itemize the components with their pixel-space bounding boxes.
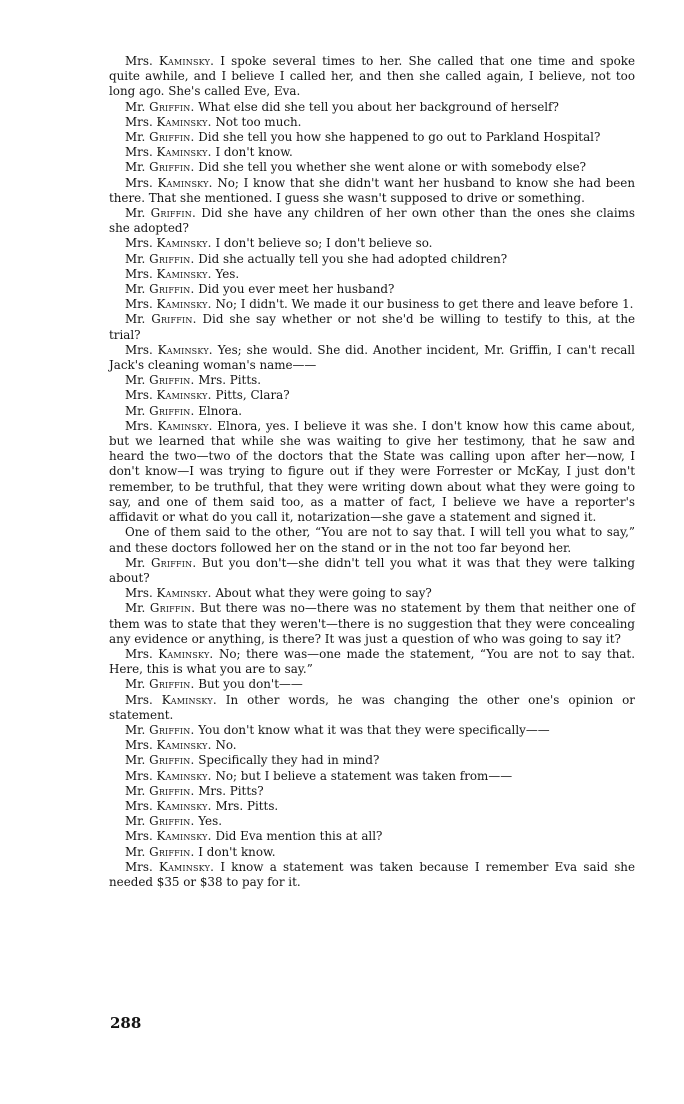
paragraph-text: Pitts, Clara? (215, 388, 290, 403)
speaker-title: Mr. (125, 206, 146, 221)
transcript-paragraph (109, 525, 635, 555)
transcript-paragraph (109, 586, 635, 601)
paragraph-text: No; there was—one made the statement, “You are not to say that. Here, this is what you are to say.” (109, 646, 635, 677)
paragraph-text: Did she tell you whether she went alone or with somebody else? (198, 160, 587, 175)
paragraph-text: No; I know that she didn't want her husband to know she had been there. That she mentioned. I guess she wasn't supposed to drive or something. (109, 175, 636, 205)
speaker-title: Mr. (125, 844, 146, 859)
paragraph-text: Yes; she would. She did. Another incident, Mr. Griffin, I can't recall Jack's cleaning woman's name—— (109, 342, 635, 373)
transcript-paragraph (109, 343, 635, 373)
transcript-body (109, 54, 635, 890)
speaker-name: Kaminsky. (161, 692, 217, 707)
speaker-title: Mrs. (125, 342, 153, 357)
speaker-name: Griffin. (149, 373, 195, 388)
transcript-paragraph (109, 373, 635, 388)
paragraph-text: But you don't—she didn't tell you what it was that they were talking about? (109, 555, 635, 585)
speaker-name: Kaminsky. (156, 738, 212, 753)
speaker-name: Griffin. (149, 783, 195, 798)
speaker-title: Mrs. (125, 798, 153, 813)
speaker-name: Griffin. (151, 312, 197, 327)
transcript-paragraph (109, 252, 635, 267)
speaker-title: Mrs. (125, 768, 153, 783)
paragraph-text: I spoke several times to her. She called that one time and spoke quite awhile, and I believe I called her, and then she called again, I believe, not too long ago. She's called Eve, Eva. (109, 54, 636, 99)
speaker-title: Mrs. (125, 388, 153, 403)
paragraph-text: No; I didn't. We made it our business to get there and leave before 1. (215, 297, 634, 312)
paragraph-text: I don't believe so; I don't believe so. (215, 236, 433, 251)
speaker-title: Mr. (125, 251, 146, 266)
paragraph-text: Did she tell you how she happened to go out to Parkland Hospital? (198, 130, 601, 145)
transcript-paragraph (109, 677, 635, 692)
speaker-name: Kaminsky. (158, 859, 215, 874)
transcript-paragraph (109, 388, 635, 403)
speaker-name: Kaminsky. (157, 418, 213, 433)
paragraph-text: Did Eva mention this at all? (215, 829, 383, 844)
speaker-title: Mr. (125, 555, 146, 570)
paragraph-text: I don't know. (215, 145, 293, 160)
paragraph-text: No. (215, 738, 237, 753)
speaker-name: Griffin. (150, 206, 196, 221)
paragraph-text: You don't know what it was that they were specifically—— (198, 722, 550, 737)
paragraph-text: But you don't—— (198, 677, 303, 692)
transcript-paragraph (109, 297, 635, 312)
paragraph-text: Did she actually tell you she had adopted children? (198, 251, 508, 266)
transcript-paragraph (109, 404, 635, 419)
transcript-paragraph (109, 860, 635, 890)
speaker-title: Mr. (125, 753, 146, 768)
paragraph-text: Mrs. Pitts? (198, 783, 264, 798)
speaker-title: Mrs. (125, 738, 153, 753)
paragraph-text: No; but I believe a statement was taken from—— (215, 768, 513, 783)
speaker-name: Kaminsky. (157, 175, 213, 190)
speaker-name: Kaminsky. (156, 236, 212, 251)
speaker-title: Mrs. (125, 175, 153, 190)
transcript-paragraph (109, 54, 635, 100)
paragraph-text: Mrs. Pitts. (198, 373, 261, 388)
transcript-paragraph (109, 829, 635, 844)
speaker-title: Mr. (125, 282, 146, 297)
transcript-paragraph (109, 419, 635, 525)
speaker-name: Griffin. (149, 753, 195, 768)
speaker-title: Mr. (125, 722, 146, 737)
speaker-title: Mr. (125, 373, 146, 388)
speaker-name: Griffin. (149, 99, 195, 114)
transcript-paragraph (109, 176, 635, 206)
speaker-title: Mrs. (125, 646, 153, 661)
speaker-name: Griffin. (149, 160, 195, 175)
speaker-title: Mr. (125, 677, 146, 692)
speaker-title: Mr. (125, 99, 146, 114)
speaker-name: Griffin. (149, 282, 195, 297)
paragraph-text: But there was no—there was no statement by them that neither one of them was to state that they weren't—there is no suggestion that they were concealing any evidence or anything, is there? It was just a question of who was going to say it? (109, 601, 636, 646)
paragraph-text: Mrs. Pitts. (215, 798, 279, 813)
speaker-name: Griffin. (149, 677, 195, 692)
paragraph-text: Not too much. (215, 114, 302, 129)
paragraph-text: About what they were going to say? (215, 586, 432, 601)
transcript-paragraph (109, 312, 635, 342)
transcript-paragraph (109, 282, 635, 297)
speaker-title: Mrs. (125, 54, 153, 68)
speaker-name: Kaminsky. (156, 114, 212, 129)
speaker-title: Mr. (125, 814, 146, 829)
speaker-title: Mrs. (125, 297, 153, 312)
speaker-name: Griffin. (149, 251, 195, 266)
transcript-paragraph (109, 784, 635, 799)
speaker-title: Mrs. (125, 236, 153, 251)
speaker-title: Mrs. (125, 418, 153, 433)
transcript-paragraph (109, 799, 635, 814)
transcript-paragraph (109, 115, 635, 130)
speaker-title: Mrs. (125, 586, 153, 601)
paragraph-text: Did she have any children of her own other than the ones she claims she adopted? (109, 206, 636, 236)
transcript-paragraph (109, 723, 635, 738)
paragraph-text: Did she say whether or not she'd be willing to testify to this, at the trial? (109, 312, 636, 342)
transcript-paragraph (109, 267, 635, 282)
paragraph-text: I don't know. (198, 844, 276, 859)
transcript-paragraph (109, 814, 635, 829)
speaker-name: Kaminsky. (156, 388, 212, 403)
transcript-paragraph (109, 130, 635, 145)
speaker-title: Mr. (125, 601, 146, 616)
transcript-paragraph (109, 145, 635, 160)
transcript-paragraph (109, 769, 635, 784)
speaker-title: Mrs. (125, 114, 153, 129)
paragraph-text: In other words, he was changing the other one's opinion or statement. (109, 692, 635, 722)
transcript-paragraph (109, 738, 635, 753)
speaker-name: Griffin. (149, 130, 195, 145)
speaker-name: Griffin. (149, 814, 195, 829)
transcript-paragraph (109, 845, 635, 860)
transcript-paragraph (109, 100, 635, 115)
paragraph-text: Elnora. (198, 403, 243, 418)
transcript-paragraph (109, 601, 635, 647)
page-number: 288 (110, 1014, 142, 1032)
speaker-title: Mrs. (125, 692, 153, 707)
transcript-paragraph (109, 647, 635, 677)
paragraph-text: Yes. (215, 266, 240, 281)
speaker-name: Griffin. (149, 722, 195, 737)
paragraph-text: Specifically they had in mind? (198, 753, 380, 768)
speaker-name: Griffin. (150, 555, 197, 570)
speaker-title: Mrs. (125, 829, 153, 844)
speaker-title: Mrs. (125, 145, 153, 160)
speaker-name: Kaminsky. (156, 586, 212, 601)
speaker-name: Kaminsky. (156, 829, 212, 844)
paragraph-text: Yes. (198, 814, 222, 829)
speaker-title: Mr. (125, 783, 146, 798)
speaker-name: Kaminsky. (156, 266, 212, 281)
speaker-name: Kaminsky. (158, 646, 214, 661)
paragraph-text: One of them said to the other, “You are not to say that. I will tell you what to say,” and these doctors followed her on the stand or in the not too far beyond her. (109, 525, 635, 555)
speaker-title: Mr. (125, 312, 146, 327)
speaker-name: Kaminsky. (156, 768, 212, 783)
transcript-paragraph (109, 206, 635, 236)
speaker-name: Kaminsky. (157, 342, 213, 357)
transcript-paragraph (109, 556, 635, 586)
transcript-paragraph (109, 236, 635, 251)
speaker-title: Mrs. (125, 859, 153, 874)
speaker-name: Griffin. (149, 844, 195, 859)
paragraph-text: I know a statement was taken because I remember Eva said she needed $35 or $38 to pay for it. (109, 859, 635, 889)
transcript-paragraph (109, 753, 635, 768)
transcript-paragraph (109, 160, 635, 175)
speaker-title: Mrs. (125, 266, 153, 281)
speaker-name: Kaminsky. (156, 297, 212, 312)
speaker-name: Kaminsky. (156, 145, 212, 160)
transcript-paragraph (109, 693, 635, 723)
paragraph-text: What else did she tell you about her background of herself? (198, 99, 559, 114)
speaker-name: Kaminsky. (156, 798, 212, 813)
paragraph-text: Elnora, yes. I believe it was she. I don't know how this came about, but we learned that while she was waiting to give her testimony, that he saw and heard the two—two of the doctors that the State was calling upon after her—now, I don't know—I was trying to figure out if they were Forrester or McKay, I just don't remember, to be truthful, that they were writing down about what they were going to say, and one of them said too, as a matter of fact, I believe we have a reporter's affidavit or what do you call it, notarization—she gave a statement and signed it. (109, 418, 635, 525)
speaker-title: Mr. (125, 160, 146, 175)
speaker-name: Kaminsky. (158, 54, 215, 68)
speaker-title: Mr. (125, 403, 146, 418)
paragraph-text: Did you ever meet her husband? (198, 282, 395, 297)
speaker-name: Griffin. (149, 403, 195, 418)
speaker-title: Mr. (125, 130, 146, 145)
speaker-name: Griffin. (149, 601, 196, 616)
